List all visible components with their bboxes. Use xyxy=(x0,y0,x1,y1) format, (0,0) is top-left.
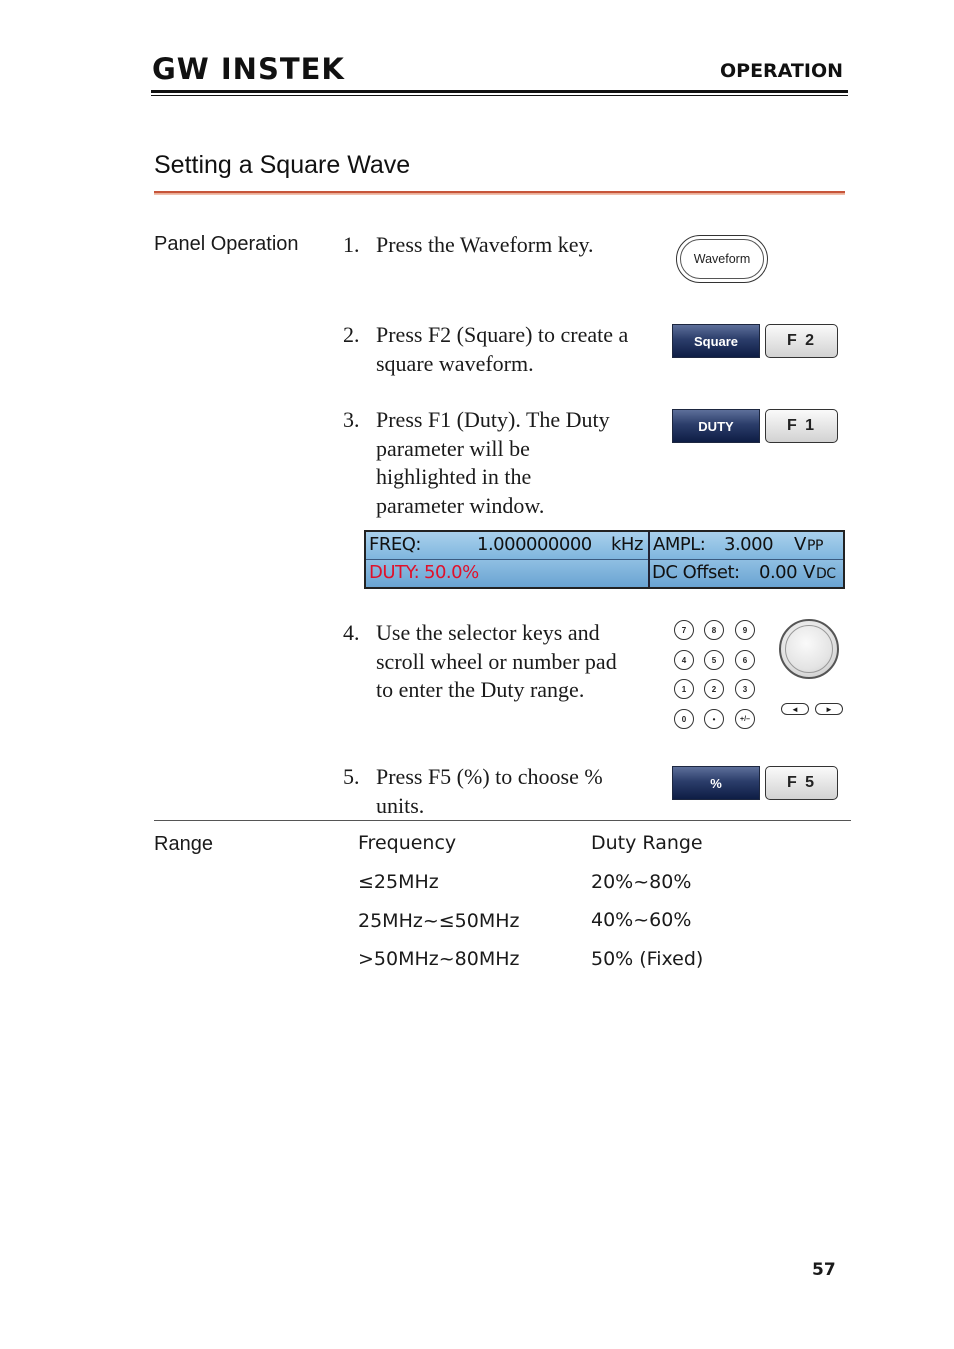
step-text: square waveform. xyxy=(376,350,534,376)
offset-unit-sub: DC xyxy=(816,566,836,582)
waveform-key-label: Waveform xyxy=(680,239,764,279)
page-number: 57 xyxy=(812,1260,836,1280)
table-cell: ≤25MHz xyxy=(358,871,439,893)
ampl-label: AMPL: xyxy=(653,534,706,555)
numpad-key-5[interactable]: 5 xyxy=(704,650,724,670)
ampl-unit: V xyxy=(794,534,806,555)
step-5 xyxy=(343,763,663,823)
square-softkey[interactable]: Square xyxy=(672,324,760,358)
step-text: parameter window. xyxy=(376,492,545,518)
header-rule xyxy=(151,90,848,93)
right-arrow-key[interactable]: ► xyxy=(815,703,843,715)
parameter-window xyxy=(364,530,845,589)
f2-key[interactable]: F 2 xyxy=(765,324,838,358)
offset-unit: V xyxy=(803,562,815,583)
step-text: Press F2 (Square) to create a xyxy=(376,322,629,347)
step-text: highlighted in the xyxy=(376,464,532,489)
step-text: units. xyxy=(376,792,425,818)
numpad-key-9[interactable]: 9 xyxy=(735,620,755,640)
step-number: 2. xyxy=(343,322,360,347)
step-number: 5. xyxy=(343,764,360,789)
page-title: Setting a Square Wave xyxy=(154,151,411,179)
numpad-key-1[interactable]: 1 xyxy=(674,679,694,699)
header-rule-thin xyxy=(151,95,848,96)
table-header-duty: Duty Range xyxy=(591,832,703,854)
section-header: OPERATION xyxy=(720,60,843,82)
step-text: to enter the Duty range. xyxy=(376,677,585,702)
freq-label: FREQ: xyxy=(369,534,421,555)
step-number: 1. xyxy=(343,232,360,257)
table-cell: 40%~60% xyxy=(591,909,692,931)
step-text: Use the selector keys and xyxy=(376,620,600,645)
ampl-unit-sub: PP xyxy=(807,538,823,554)
waveform-key[interactable] xyxy=(676,235,768,283)
step-text: Press F1 (Duty). The Duty xyxy=(376,407,610,432)
numpad-key-2[interactable]: 2 xyxy=(704,679,724,699)
offset-value: 0.00 xyxy=(759,562,798,583)
table-cell: >50MHz~80MHz xyxy=(358,948,520,970)
lcd-divider xyxy=(648,532,650,587)
step-1 xyxy=(343,231,663,261)
table-header-frequency: Frequency xyxy=(358,832,457,854)
range-label: Range xyxy=(154,833,213,855)
title-underline xyxy=(154,191,845,195)
numpad-key-0[interactable]: 0 xyxy=(674,709,694,729)
step-number: 4. xyxy=(343,620,360,645)
step-number: 3. xyxy=(343,407,360,432)
scroll-wheel-rim xyxy=(785,625,833,673)
duty-value: 50.0% xyxy=(424,562,479,583)
numpad-key-8[interactable]: 8 xyxy=(704,620,724,640)
f5-key[interactable]: F 5 xyxy=(765,766,838,800)
table-cell: 50% (Fixed) xyxy=(591,948,704,970)
duty-label: DUTY: xyxy=(369,562,420,583)
left-arrow-key[interactable]: ◄ xyxy=(781,703,809,715)
freq-unit: kHz xyxy=(611,534,643,555)
numpad-key-4[interactable]: 4 xyxy=(674,650,694,670)
scroll-wheel[interactable] xyxy=(779,619,839,679)
duty-softkey[interactable]: DUTY xyxy=(672,409,760,443)
numpad-key-plus-minus[interactable]: +/– xyxy=(735,709,755,729)
step-3 xyxy=(343,406,663,522)
freq-value: 1.000000000 xyxy=(477,534,592,555)
step-text: scroll wheel or number pad xyxy=(376,648,617,674)
ampl-value: 3.000 xyxy=(724,534,774,555)
numpad-key-3[interactable]: 3 xyxy=(735,679,755,699)
offset-label: DC Offset: xyxy=(652,562,740,583)
numpad-key-7[interactable]: 7 xyxy=(674,620,694,640)
table-cell: 25MHz~≤50MHz xyxy=(358,910,520,932)
section-separator xyxy=(154,820,851,821)
table-cell: 20%~80% xyxy=(591,871,692,893)
numpad-key-dot[interactable]: • xyxy=(704,709,724,729)
step-text: Press F5 (%) to choose % xyxy=(376,764,603,789)
percent-softkey[interactable]: % xyxy=(672,766,760,800)
step-text: parameter will be xyxy=(376,435,530,461)
brand-logo: GW INSTEK xyxy=(152,52,345,86)
step-4 xyxy=(343,619,663,707)
numpad-key-6[interactable]: 6 xyxy=(735,650,755,670)
step-2 xyxy=(343,321,663,381)
panel-operation-label: Panel Operation xyxy=(154,233,299,255)
step-text: Press the Waveform key. xyxy=(376,232,594,257)
f1-key[interactable]: F 1 xyxy=(765,409,838,443)
